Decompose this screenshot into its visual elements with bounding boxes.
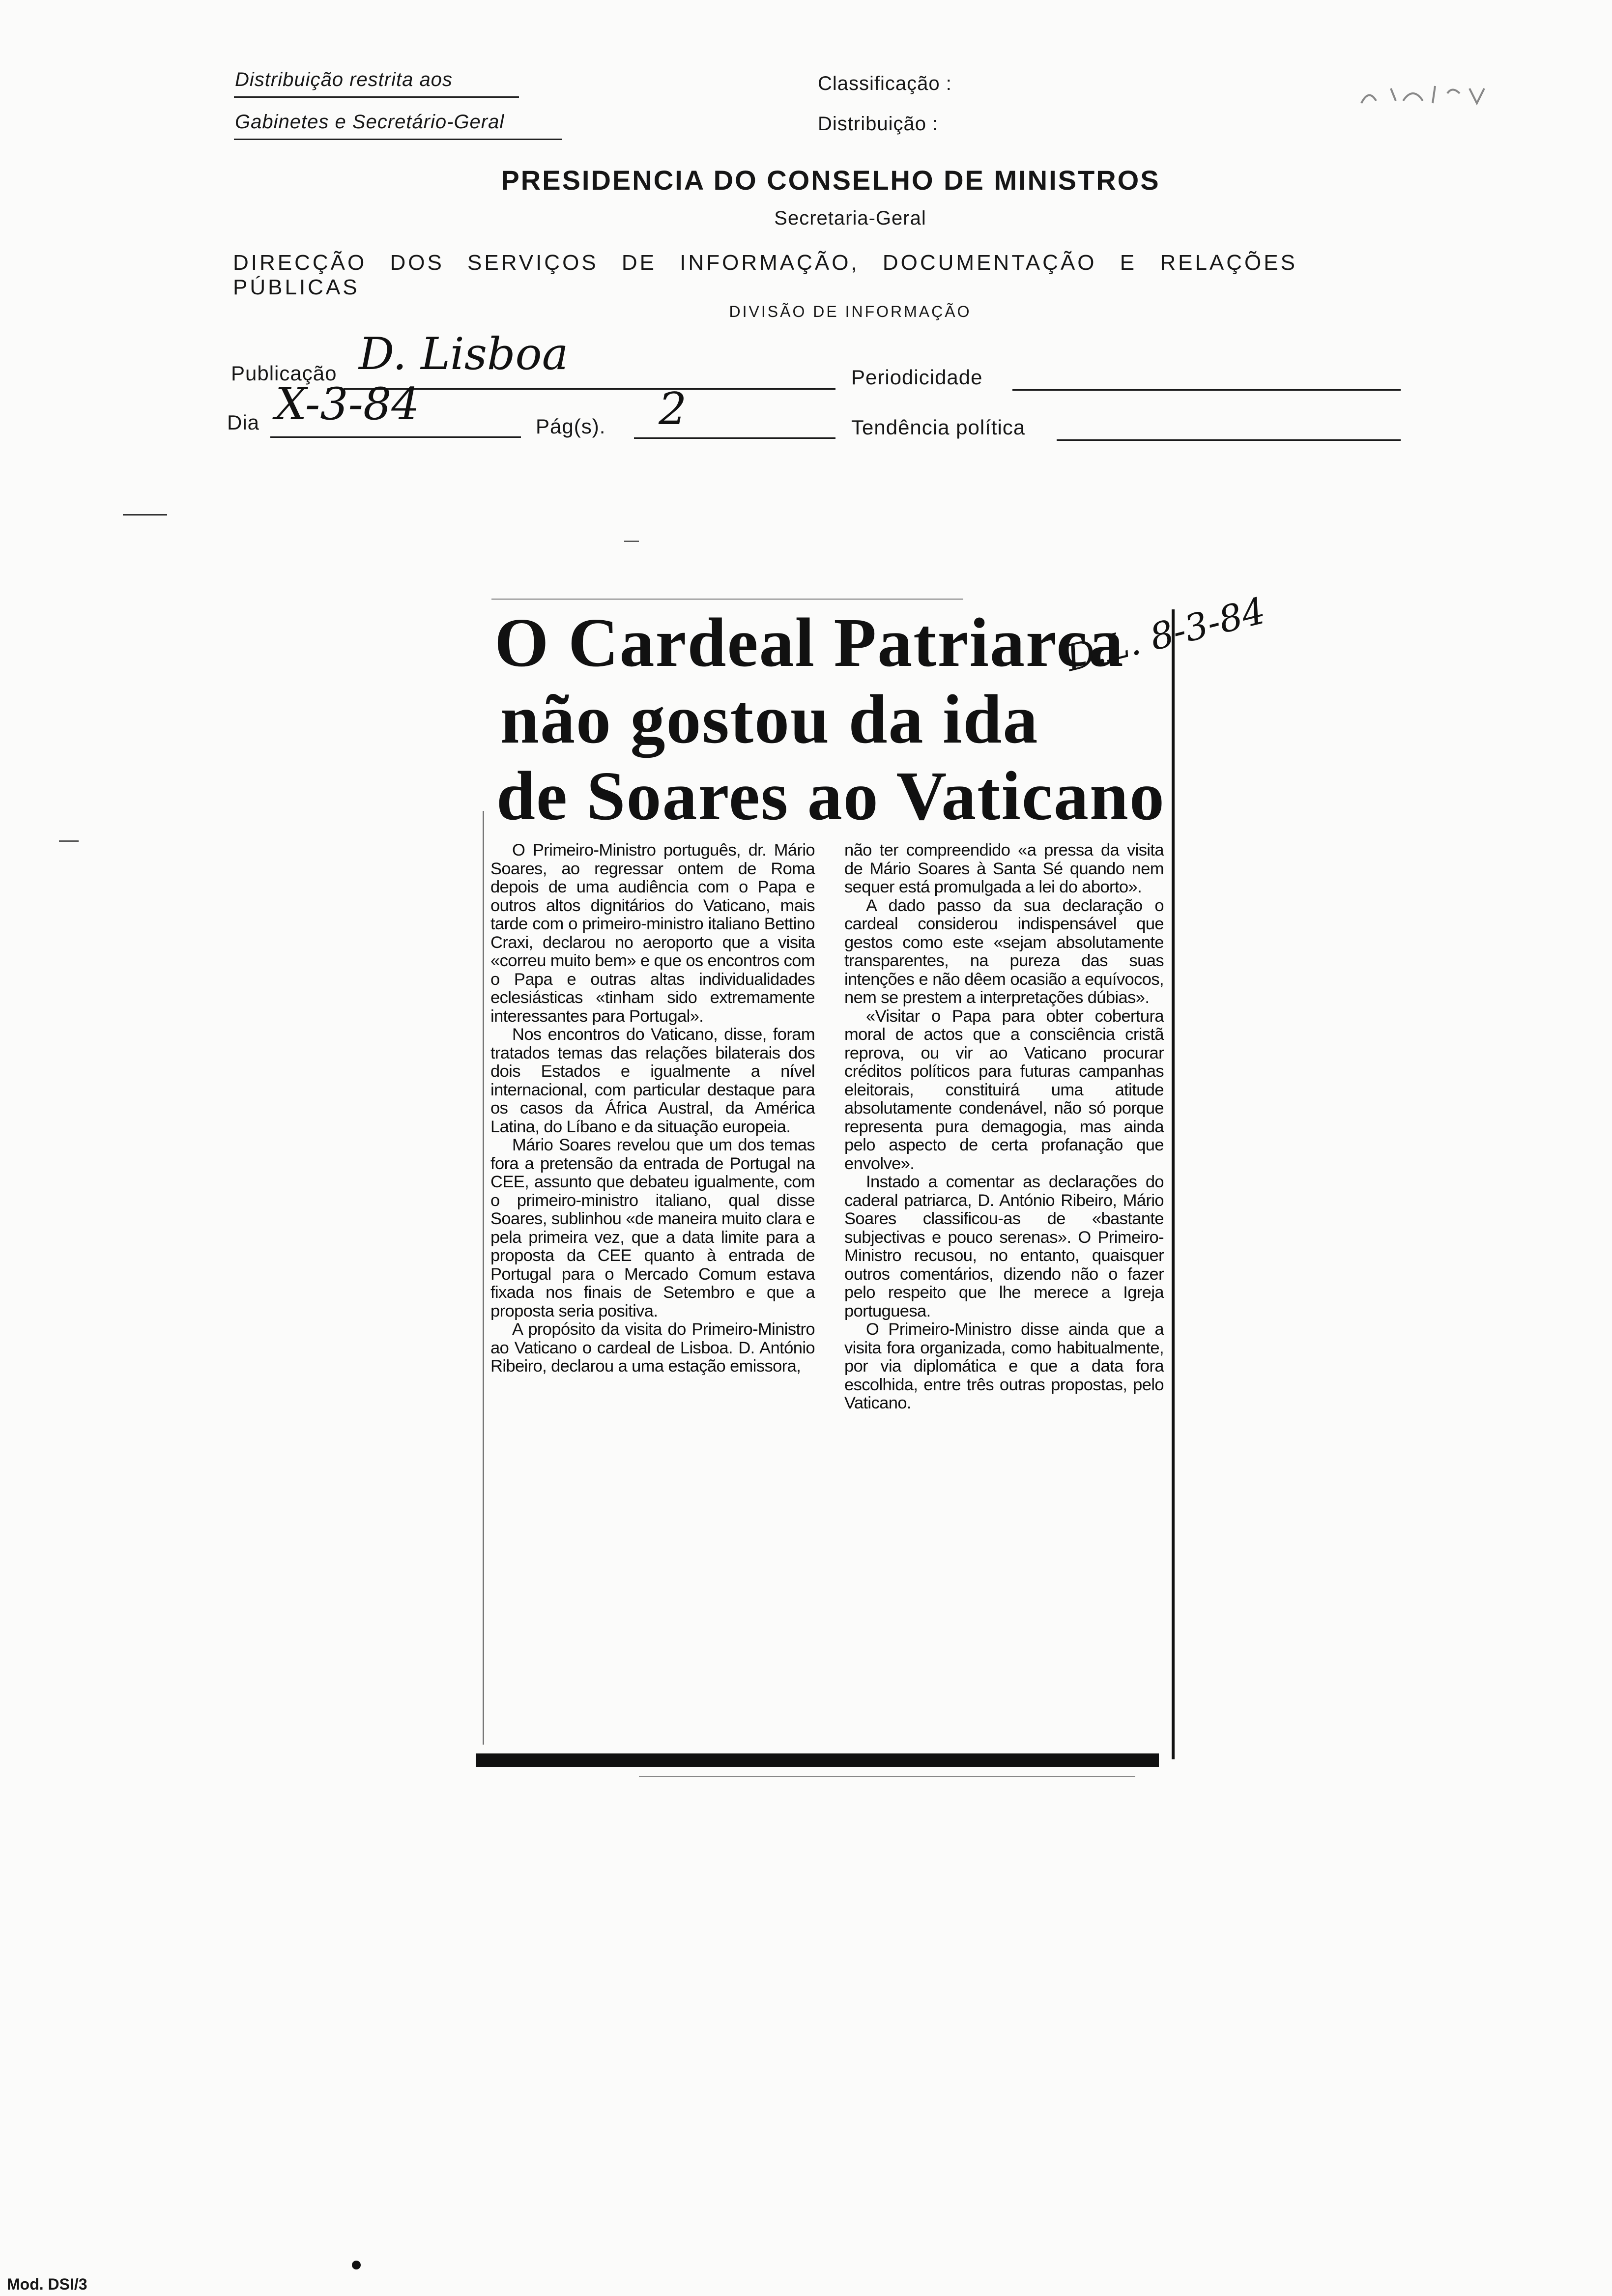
headline-line-1: O Cardeal Patriarca: [494, 603, 1124, 681]
scan-speck: [123, 514, 167, 516]
headline-line-2: não gostou da ida: [500, 680, 1039, 758]
secretariat: Secretaria-Geral: [774, 207, 926, 229]
left-paragraph-2: Nos encontros do Vaticano, disse, foram tratados temas das relações bilaterais dos dois Estados e igualmente a nível internacional, com particular destaque para os casos da África Austral, da América Latina, do Líbano e da situação europeia.: [490, 1025, 815, 1136]
division: DIVISÃO DE INFORMAÇÃO: [729, 303, 972, 320]
margin-scribble: [1356, 74, 1504, 124]
pages-value: 2: [659, 383, 687, 435]
tendency-line: [1057, 439, 1401, 441]
clip-top-edge: [491, 599, 963, 600]
pages-label: Pág(s).: [536, 415, 606, 438]
tendency-label: Tendência política: [851, 416, 1026, 439]
right-paragraph-4: Instado a comentar as declarações do caderal patriarca, D. António Ribeiro, Mário Soares classificou-as de «bastante subjectivas e pouco serenas». O Primeiro-Ministro recusou, no entanto, quaisquer outros comentários, dizendo não o fazer pelo respeito que lhe merece a Igreja portuguesa.: [844, 1173, 1164, 1320]
distribution-underline-2: [234, 139, 562, 140]
distribution-label: Distribuição :: [818, 113, 939, 135]
directorate: DIRECÇÃO DOS SERVIÇOS DE INFORMAÇÃO, DOCUMENTAÇÃO E RELAÇÕES PÚBLICAS: [233, 251, 1297, 299]
left-paragraph-4: A propósito da visita do Primeiro-Ministro ao Vaticano o cardeal de Lisboa. D. António Ribeiro, declarou a uma estação emissora,: [490, 1320, 815, 1376]
right-paragraph-1: não ter compreendido «a pressa da visita de Mário Soares à Santa Sé quando nem sequer está promulgada a lei do aborto».: [844, 841, 1164, 896]
distribution-line-1: Distribuição restrita aos: [235, 69, 453, 90]
clip-right-border: [1172, 609, 1175, 1759]
periodicity-line: [1012, 389, 1401, 391]
clip-left-edge: [483, 811, 484, 1745]
clip-bottom-bar: [476, 1753, 1159, 1767]
right-paragraph-5: O Primeiro-Ministro disse ainda que a visita fora organizada, como habitualmente, por via diplomática e que a data fora escolhida, entre três outras propostas, pelo Vaticano.: [844, 1320, 1164, 1412]
handwritten-date-note: D.L. 8-3-84: [1062, 589, 1270, 680]
pages-line: [634, 437, 835, 439]
day-value: X-3-84: [275, 378, 420, 430]
left-column: [490, 841, 815, 1376]
right-column: [844, 841, 1164, 1413]
day-line: [270, 436, 521, 438]
left-paragraph-1: O Primeiro-Ministro português, dr. Mário Soares, ao regressar ontem de Roma depois de uma audiência com o Papa e outros altos dignitários do Vaticano, mais tarde com o primeiro-ministro italiano Bettino Craxi, declarou no aeroporto que a visita «correu muito bem» e que os encontros com o Papa e outras altas individualidades eclesiásticas «tinham sido extremamente interessantes para Portugal».: [490, 841, 815, 1026]
margin-scribble-mark: [1356, 74, 1504, 118]
day-label: Dia: [227, 411, 260, 434]
scan-speck: [59, 840, 79, 842]
clip-bottom-edge: [639, 1776, 1135, 1777]
periodicity-label: Periodicidade: [851, 366, 983, 389]
publication-label: Publicação: [231, 362, 337, 385]
left-paragraph-3: Mário Soares revelou que um dos temas fora a pretensão da entrada de Portugal na CEE, assunto que debateu igualmente, com o primeiro-ministro italiano, qual disse Soares, sublinhou «de maneira muito clara e pela primeira vez, que a data limite para a proposta da CEE quanto à entrada de Portugal para o Mercado Comum estava fixada nos finais de Setembro e que a proposta seria positiva.: [490, 1136, 815, 1320]
right-paragraph-2: A dado passo da sua declaração o cardeal considerou indispensável que gestos como este «sejam absolutamente transparentes, na pureza das suas intenções e não dêem ocasião a equívocos, nem se prestem a interpretações dúbias».: [844, 896, 1164, 1007]
distribution-underline-1: [234, 96, 519, 98]
classification-label: Classificação :: [818, 73, 952, 94]
form-code: Mod. DSI/3: [7, 2275, 87, 2293]
right-paragraph-3: «Visitar o Papa para obter cobertura moral de actos que a consciência cristã reprova, ou vir ao Vaticano procurar créditos políticos para futuras campanhas eleitorais, constituirá uma atitude absolutamente condenável, não só porque representa pura demagogia, mas ainda pelo aspecto de certa profanação que envolve».: [844, 1006, 1164, 1173]
punch-mark: [352, 2261, 361, 2269]
publication-value: D. Lisboa: [359, 328, 569, 380]
scan-speck: [624, 541, 639, 542]
office-title: PRESIDENCIA DO CONSELHO DE MINISTROS: [501, 165, 1160, 196]
distribution-line-2: Gabinetes e Secretário-Geral: [235, 111, 505, 133]
headline-line-3: de Soares ao Vaticano: [496, 757, 1165, 834]
